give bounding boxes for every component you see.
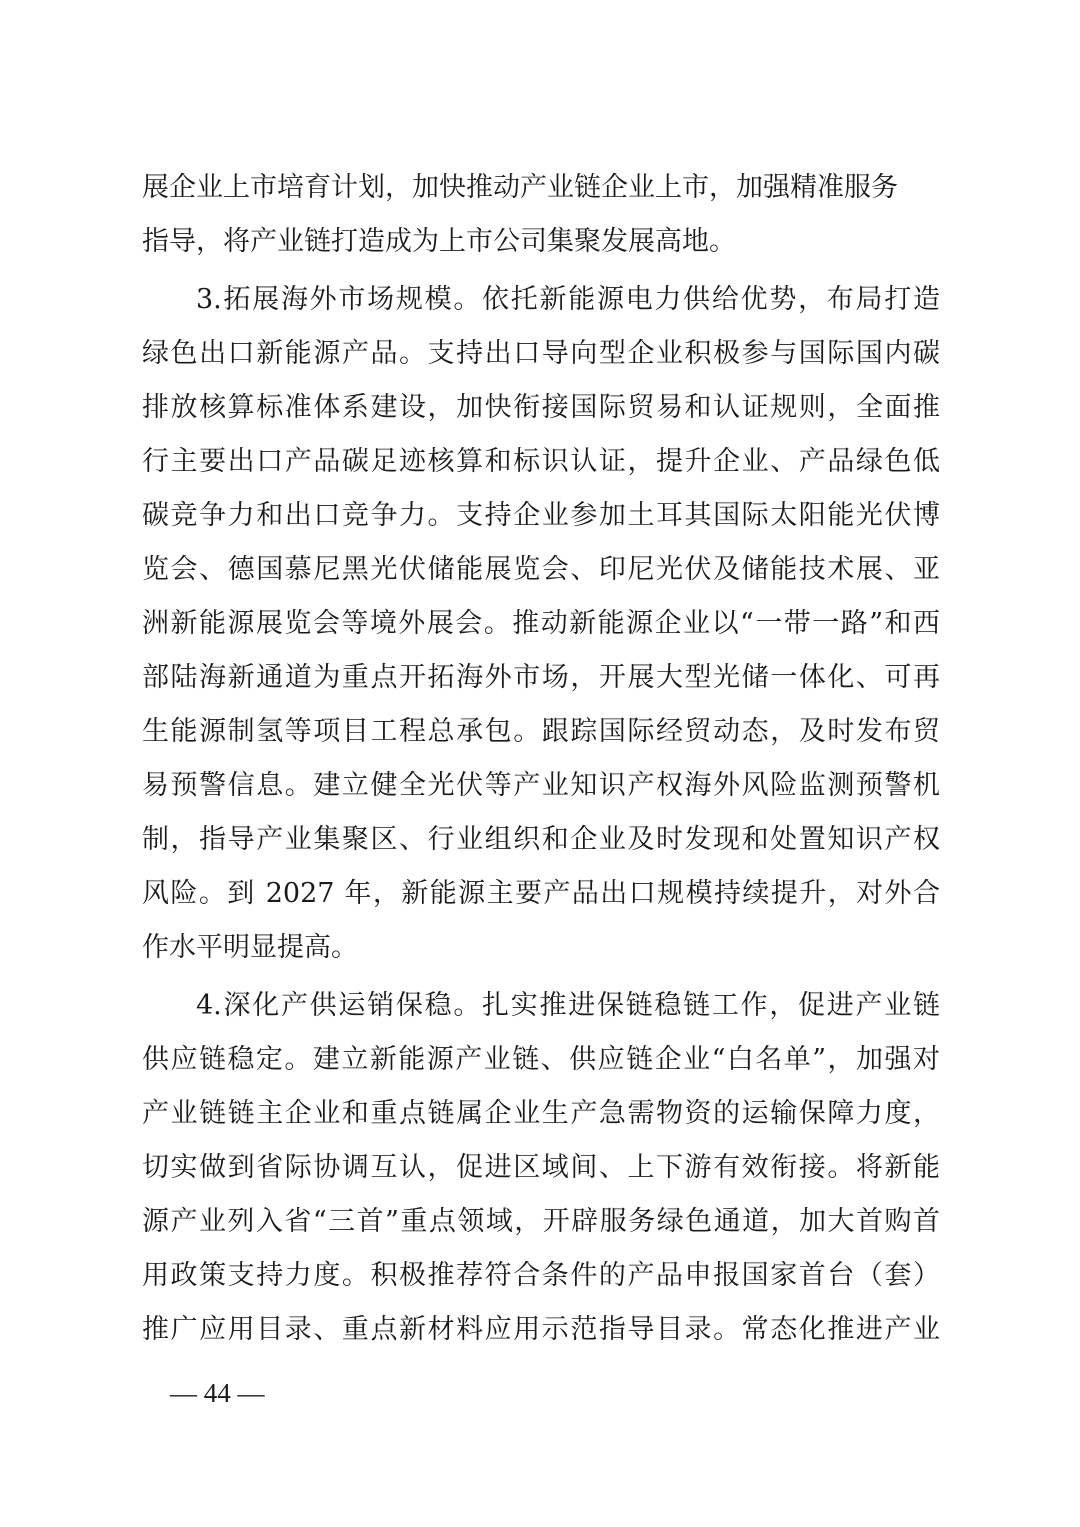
text-line: 行主要出口产品碳足迹核算和标识认证，提升企业、产品绿色低 bbox=[142, 446, 940, 477]
text-line: 推广应用目录、重点新材料应用示范指导目录。常态化推进产业 bbox=[142, 1314, 940, 1345]
text-line: 作水平明显提高。 bbox=[142, 932, 358, 963]
text-line: 绿色出口新能源产品。支持出口导向型企业积极参与国际国内碳 bbox=[142, 338, 940, 369]
text-line: 展企业上市培育计划，加快推动产业链企业上市，加强精准服务 bbox=[142, 172, 898, 203]
text-line: 源产业列入省“三首”重点领域，开辟服务绿色通道，加大首购首 bbox=[142, 1206, 940, 1237]
text-line: 指导，将产业链打造成为上市公司集聚发展高地。 bbox=[142, 226, 736, 257]
text-line: 排放核算标准体系建设，加快衔接国际贸易和认证规则，全面推 bbox=[142, 392, 940, 423]
paragraph-heading-line: 4.深化产供运销保稳。扎实推进保链稳链工作，促进产业链 bbox=[196, 990, 940, 1021]
text-line: 洲新能源展览会等境外展会。推动新能源企业以“一带一路”和西 bbox=[142, 608, 940, 639]
text-line: 部陆海新通道为重点开拓海外市场，开展大型光储一体化、可再 bbox=[142, 662, 940, 693]
text-line: 制，指导产业集聚区、行业组织和企业及时发现和处置知识产权 bbox=[142, 824, 940, 855]
text-line: 供应链稳定。建立新能源产业链、供应链企业“白名单”，加强对 bbox=[142, 1044, 940, 1075]
text-line: 碳竞争力和出口竞争力。支持企业参加土耳其国际太阳能光伏博 bbox=[142, 500, 940, 531]
text-line: 产业链链主企业和重点链属企业生产急需物资的运输保障力度， bbox=[142, 1098, 940, 1129]
text-line: 风险。到 2027 年，新能源主要产品出口规模持续提升，对外合 bbox=[142, 878, 940, 909]
page-number: — 44 — bbox=[170, 1378, 265, 1408]
text-line: 用政策支持力度。积极推荐符合条件的产品申报国家首台（套） bbox=[142, 1260, 940, 1291]
text-line: 览会、德国慕尼黑光伏储能展览会、印尼光伏及储能技术展、亚 bbox=[142, 554, 940, 585]
paragraph-heading-line: 3.拓展海外市场规模。依托新能源电力供给优势，布局打造 bbox=[196, 284, 940, 315]
text-line: 切实做到省际协调互认，促进区域间、上下游有效衔接。将新能 bbox=[142, 1152, 940, 1183]
text-line: 易预警信息。建立健全光伏等产业知识产权海外风险监测预警机 bbox=[142, 770, 940, 801]
text-line: 生能源制氢等项目工程总承包。跟踪国际经贸动态，及时发布贸 bbox=[142, 716, 940, 747]
